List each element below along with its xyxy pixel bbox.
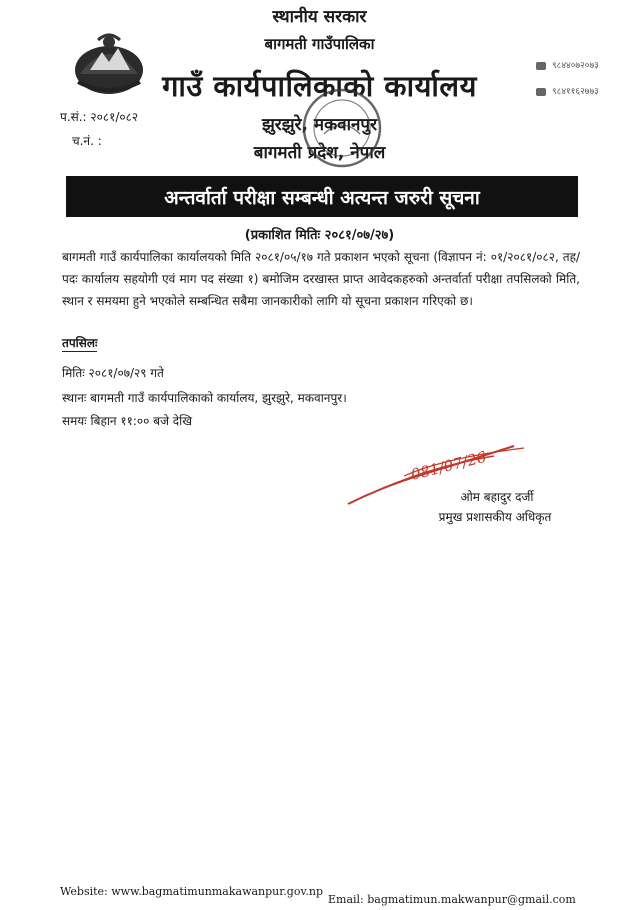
- detail-place: स्थानः बागमती गाउँ कार्यपालिकाको कार्यालय, झुरझुरे, मकवानपुर।: [62, 391, 347, 405]
- notice-body: बागमती गाउँ कार्यपालिका कार्यालयको मिति २०८१/०५/१७ गते प्रकाशन भएको सूचना (विज्ञापन नं: ०१/२०८१/०८२, तह/पदः कार्यालय सहयोगी एवं माग पद संख्या १) बमोजिम दरखास्त प्राप्त आवेदकहरुको अन्तर्वार्ता परीक्षा तपसिलको मिति, स्थान र समयमा हुने भएकोले सम्बन्धित सबैमा जानकारीको लागि यो सूचना प्रकाशन गरिएको छ।: [62, 250, 580, 308]
- signer-title: प्रमुख प्रशासकीय अधिकृत: [438, 510, 552, 524]
- header-local-government: स्थानीय सरकार: [272, 7, 367, 27]
- phone-icon: [536, 62, 546, 70]
- phone-icon: [536, 88, 546, 96]
- publication-date: (प्रकाशित मितिः २०८१/०७/२७): [244, 228, 395, 243]
- reference-number: प.सं.: २०८१/०८२: [60, 110, 139, 124]
- details-heading: तपसिलः: [62, 336, 98, 350]
- header-municipality: बागमती गाउँपालिका: [264, 35, 375, 53]
- footer-email[interactable]: Email: bagmatimun.makwanpur@gmail.com: [328, 893, 576, 906]
- office-stamp-icon: [300, 86, 384, 170]
- header-address: झुरझुरे, मकवानपुर: [261, 115, 378, 135]
- phone-number-1-text: ९८४४०७२०७३: [552, 61, 599, 71]
- footer-website[interactable]: Website: www.bagmatimunmakawanpur.gov.np: [60, 885, 324, 898]
- header-province: बागमती प्रदेश, नेपाल: [253, 143, 386, 163]
- signer-name: ओम बहादुर दर्जी: [460, 490, 534, 504]
- notice-title: अन्तर्वार्ता परीक्षा सम्बन्धी अत्यन्त जरुरी सूचना: [164, 186, 480, 209]
- detail-date: मितिः २०८१/०७/२९ गते: [62, 366, 164, 380]
- phone-number-2: [536, 84, 599, 97]
- header-office-title: गाउँ कार्यपालिकाको कार्यालय: [162, 69, 477, 103]
- notice-title-banner: [66, 176, 578, 217]
- phone-number-2-text: ९८४११६२७७३: [552, 87, 599, 97]
- detail-time: समयः बिहान ११:०० बजे देखि: [62, 414, 193, 428]
- dispatch-number: च.नं. :: [72, 134, 102, 148]
- svg-text:081/07/26: 081/07/26: [409, 447, 489, 484]
- phone-number-1: [536, 58, 599, 71]
